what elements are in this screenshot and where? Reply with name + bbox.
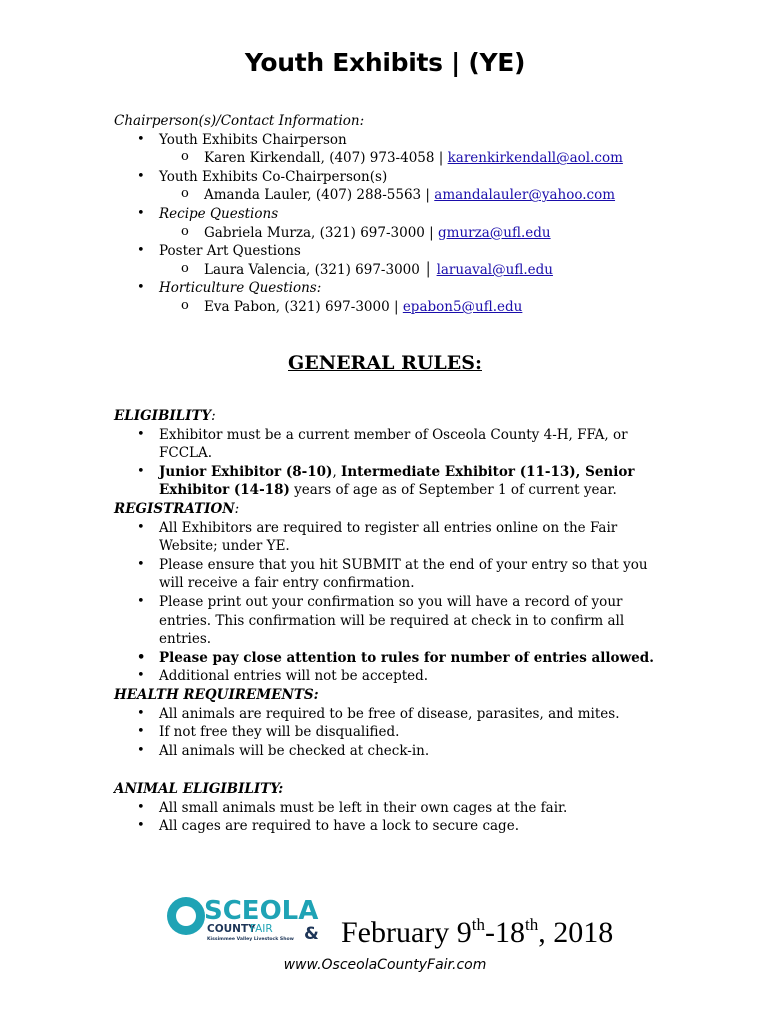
logo-tagline: Kissimmee Valley Livestock Show	[207, 937, 294, 942]
contact-detail	[159, 298, 714, 317]
page-title: Youth Exhibits | (YE)	[244, 48, 526, 77]
eligibility-section	[114, 407, 674, 500]
contact-role: Horticulture Questions:	[159, 280, 322, 297]
list-item: • Please pay close attention to rules for number of entries allowed.	[114, 649, 674, 668]
contact-detail	[159, 261, 714, 280]
contact-role: Recipe Questions	[159, 205, 279, 222]
contact-person: Amanda Lauler, (407) 288-5563 |	[204, 187, 435, 204]
contact-role: Youth Exhibits Co-Chairperson(s)	[159, 168, 388, 185]
contact-detail	[159, 149, 714, 168]
contact-item	[114, 205, 714, 242]
logo-o-ring-icon	[167, 897, 205, 935]
email-link[interactable]: laruaval@ufl.edu	[436, 261, 553, 278]
general-rules-heading: GENERAL RULES:	[288, 352, 482, 374]
email-link[interactable]: epabon5@ufl.edu	[402, 298, 523, 315]
list-item: • Please ensure that you hit SUBMIT at the end of your entry so that you will receive a fair entry confirmation.	[114, 556, 674, 593]
registration-section	[114, 500, 674, 686]
contact-item	[114, 168, 714, 205]
animal-heading: ANIMAL ELIGIBILITY:	[114, 781, 284, 797]
animal-section	[114, 780, 674, 836]
contact-person: Gabriela Murza, (321) 697-3000 |	[204, 224, 439, 241]
health-heading: HEALTH REQUIREMENTS:	[114, 687, 319, 703]
logo-county: COUNTY	[207, 923, 256, 935]
list-item: • Exhibitor must be a current member of Osceola County 4-H, FFA, or FCCLA.	[114, 426, 674, 463]
logo-word: SCEOLA	[204, 896, 319, 926]
email-link[interactable]: amandalauler@yahoo.com	[434, 187, 616, 204]
contact-list	[114, 131, 714, 317]
contact-detail	[159, 224, 714, 243]
list-item: • All Exhibitors are required to register all entries online on the Fair Website; under YE.	[114, 519, 674, 556]
contact-heading: Chairperson(s)/Contact Information:	[114, 113, 365, 129]
contact-person: Eva Pabon, (321) 697-3000 |	[204, 298, 403, 315]
logo-fair: FAIR	[250, 923, 273, 935]
list-item: • All cages are required to have a lock to secure cage.	[114, 817, 674, 836]
list-item: • Additional entries will not be accepted.	[114, 667, 674, 686]
list-item: • All small animals must be left in their own cages at the fair.	[114, 799, 674, 818]
contact-item	[114, 131, 714, 168]
logo-ampersand: &	[304, 924, 319, 944]
contact-item	[114, 242, 714, 279]
osceola-county-fair-logo	[164, 889, 324, 949]
health-section	[114, 686, 674, 760]
eligibility-heading: ELIGIBILITY:	[114, 408, 216, 424]
registration-heading: REGISTRATION:	[114, 501, 240, 517]
contact-detail	[159, 186, 714, 205]
email-link[interactable]: karenkirkendall@aol.com	[447, 150, 623, 167]
list-item: • If not free they will be disqualified.	[114, 723, 674, 742]
list-item: • Junior Exhibitor (8-10), Intermediate Exhibitor (11-13), Senior Exhibitor (14-18) years of age as of September 1 of current year.	[114, 463, 674, 500]
contact-section	[114, 112, 714, 317]
email-link[interactable]: gmurza@ufl.edu	[438, 224, 551, 241]
contact-person: Karen Kirkendall, (407) 973-4058 |	[204, 150, 448, 167]
contact-role: Poster Art Questions	[159, 243, 301, 260]
list-item: • Please print out your confirmation so you will have a record of your entries. This confirmation will be required at check in to confirm all entries.	[114, 593, 674, 649]
contact-role: Youth Exhibits Chairperson	[159, 131, 347, 148]
contact-person: Laura Valencia, (321) 697-3000 │	[204, 261, 437, 278]
fair-dates: February 9th-18th, 2018	[341, 915, 614, 949]
website-url: www.OsceolaCountyFair.com	[283, 957, 487, 973]
contact-item	[114, 279, 714, 316]
list-item: • All animals will be checked at check-in.	[114, 742, 674, 761]
list-item: • All animals are required to be free of disease, parasites, and mites.	[114, 705, 674, 724]
